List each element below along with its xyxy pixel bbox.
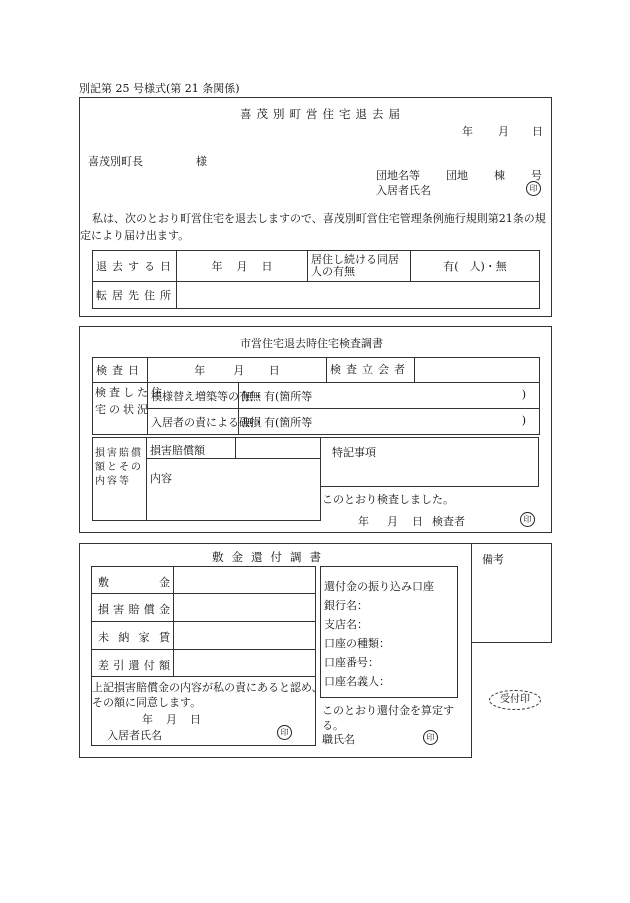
deposit-row-label-2: 未納家賃 bbox=[98, 631, 170, 644]
status-item-2: 入居者の責による破損 bbox=[148, 409, 239, 435]
calc-text: このとおり還付金を算定する。 bbox=[322, 704, 454, 732]
date-year: 年 bbox=[211, 260, 223, 273]
resident-name-label: 入居者氏名 bbox=[376, 184, 431, 197]
inspection-date-label: 検査日 bbox=[93, 358, 148, 383]
bank-field-3: 口座番号： bbox=[324, 656, 379, 669]
inspection-title: 市営住宅退去時住宅検査調書 bbox=[240, 337, 383, 350]
notice-table bbox=[92, 250, 540, 309]
seal-icon: 印 bbox=[520, 512, 535, 527]
date-day: 日 bbox=[261, 260, 273, 273]
receipt-stamp: 受付印 bbox=[489, 690, 541, 710]
bank-field-2: 口座の種類： bbox=[324, 637, 390, 650]
consent-year: 年 bbox=[142, 713, 153, 726]
insp-date-day: 日 bbox=[268, 364, 280, 377]
notice-statement: 私は、次のとおり町営住宅を退去しますので、喜茂別町営住宅管理条例施行規則第21条の規定により届け出ます。 bbox=[80, 212, 546, 242]
seal-icon: 印 bbox=[423, 730, 438, 745]
notice-title: 喜茂別町営住宅退去届 bbox=[240, 107, 405, 121]
official-label: 職氏名 bbox=[322, 733, 355, 746]
new-address-label: 転居先住所 bbox=[93, 282, 177, 309]
complex-unit: 団地 bbox=[446, 169, 468, 182]
seal-icon: 印 bbox=[526, 181, 541, 196]
bank-field-4: 口座名義人： bbox=[324, 675, 390, 688]
consent-month: 月 bbox=[166, 713, 177, 726]
inspection-sign-year: 年 bbox=[358, 515, 369, 528]
status-value-2-close: ) bbox=[521, 413, 526, 427]
date-month: 月 bbox=[236, 260, 248, 273]
damage-amount-field[interactable] bbox=[235, 437, 321, 459]
deposit-row-label-1: 損害賠償金 bbox=[98, 603, 170, 616]
status-item-1: 模様替え増築等の有無 bbox=[148, 383, 239, 409]
inspection-sign-month: 月 bbox=[387, 515, 398, 528]
inspector-label: 検査者 bbox=[432, 515, 465, 528]
consent-resident-label: 入居者氏名 bbox=[107, 729, 162, 742]
bank-field-1: 支店名： bbox=[324, 618, 368, 631]
addressee: 喜茂別町長 bbox=[88, 155, 143, 168]
bank-heading: 還付金の振り込み口座 bbox=[324, 580, 434, 593]
notice-date-day: 日 bbox=[532, 125, 543, 138]
bank-field-0: 銀行名： bbox=[324, 599, 368, 612]
consent-text: 上記損害賠償金の内容が私の責にあると認め、その額に同意します。 bbox=[92, 681, 323, 709]
status-label: 検査した住宅の状況 bbox=[95, 386, 165, 416]
move-out-date-label: 退去する日 bbox=[93, 251, 177, 282]
deposit-row-label-3: 差引還付額 bbox=[98, 659, 170, 672]
notice-date-year: 年 bbox=[462, 125, 473, 138]
status-value-2[interactable] bbox=[239, 409, 540, 435]
remarks-label: 備考 bbox=[482, 553, 504, 566]
seal-icon: 印 bbox=[277, 725, 292, 740]
complex-name-label: 団地名等 bbox=[376, 169, 420, 182]
inspection-section bbox=[79, 326, 552, 533]
deposit-row-label-0: 敷金 bbox=[98, 576, 170, 589]
special-notes-label: 特記事項 bbox=[332, 446, 376, 459]
status-value-1-close: ) bbox=[521, 387, 526, 401]
damage-amount-label: 損害賠償額 bbox=[150, 444, 205, 457]
witness-label: 検査立会者 bbox=[327, 358, 415, 382]
deposit-title: 敷金還付調書 bbox=[212, 550, 329, 564]
consent-day: 日 bbox=[190, 713, 201, 726]
insp-date-month: 月 bbox=[233, 364, 245, 377]
deposit-section bbox=[79, 543, 472, 758]
inspection-date-field[interactable] bbox=[148, 358, 327, 383]
new-address-field[interactable] bbox=[177, 282, 540, 309]
cohabitant-label: 居住し続ける同居人の有無 bbox=[308, 251, 411, 282]
inspection-sign-day: 日 bbox=[412, 515, 423, 528]
damage-label: 損害賠償額とその内容等 bbox=[95, 448, 143, 487]
damage-content-field[interactable] bbox=[146, 458, 321, 521]
building-unit: 棟 bbox=[494, 169, 505, 182]
move-out-notice-section bbox=[79, 97, 552, 317]
status-value-2-text: 無・有(箇所等 bbox=[242, 415, 313, 429]
insp-date-year: 年 bbox=[194, 364, 206, 377]
status-value-1-text: 無・有(箇所等 bbox=[242, 389, 313, 403]
form-number-label: 別記第 25 号様式(第 21 条関係) bbox=[79, 82, 240, 95]
inspection-confirm-text: このとおり検査しました。 bbox=[322, 493, 454, 506]
status-value-1[interactable] bbox=[239, 383, 540, 409]
damage-content-label: 内容 bbox=[150, 472, 172, 485]
addressee-honorific: 様 bbox=[196, 155, 207, 168]
move-out-date-field[interactable] bbox=[177, 251, 308, 282]
notice-date-month: 月 bbox=[498, 125, 509, 138]
number-unit: 号 bbox=[531, 169, 542, 182]
cohabitant-value[interactable]: 有( 人)・無 bbox=[411, 251, 540, 282]
